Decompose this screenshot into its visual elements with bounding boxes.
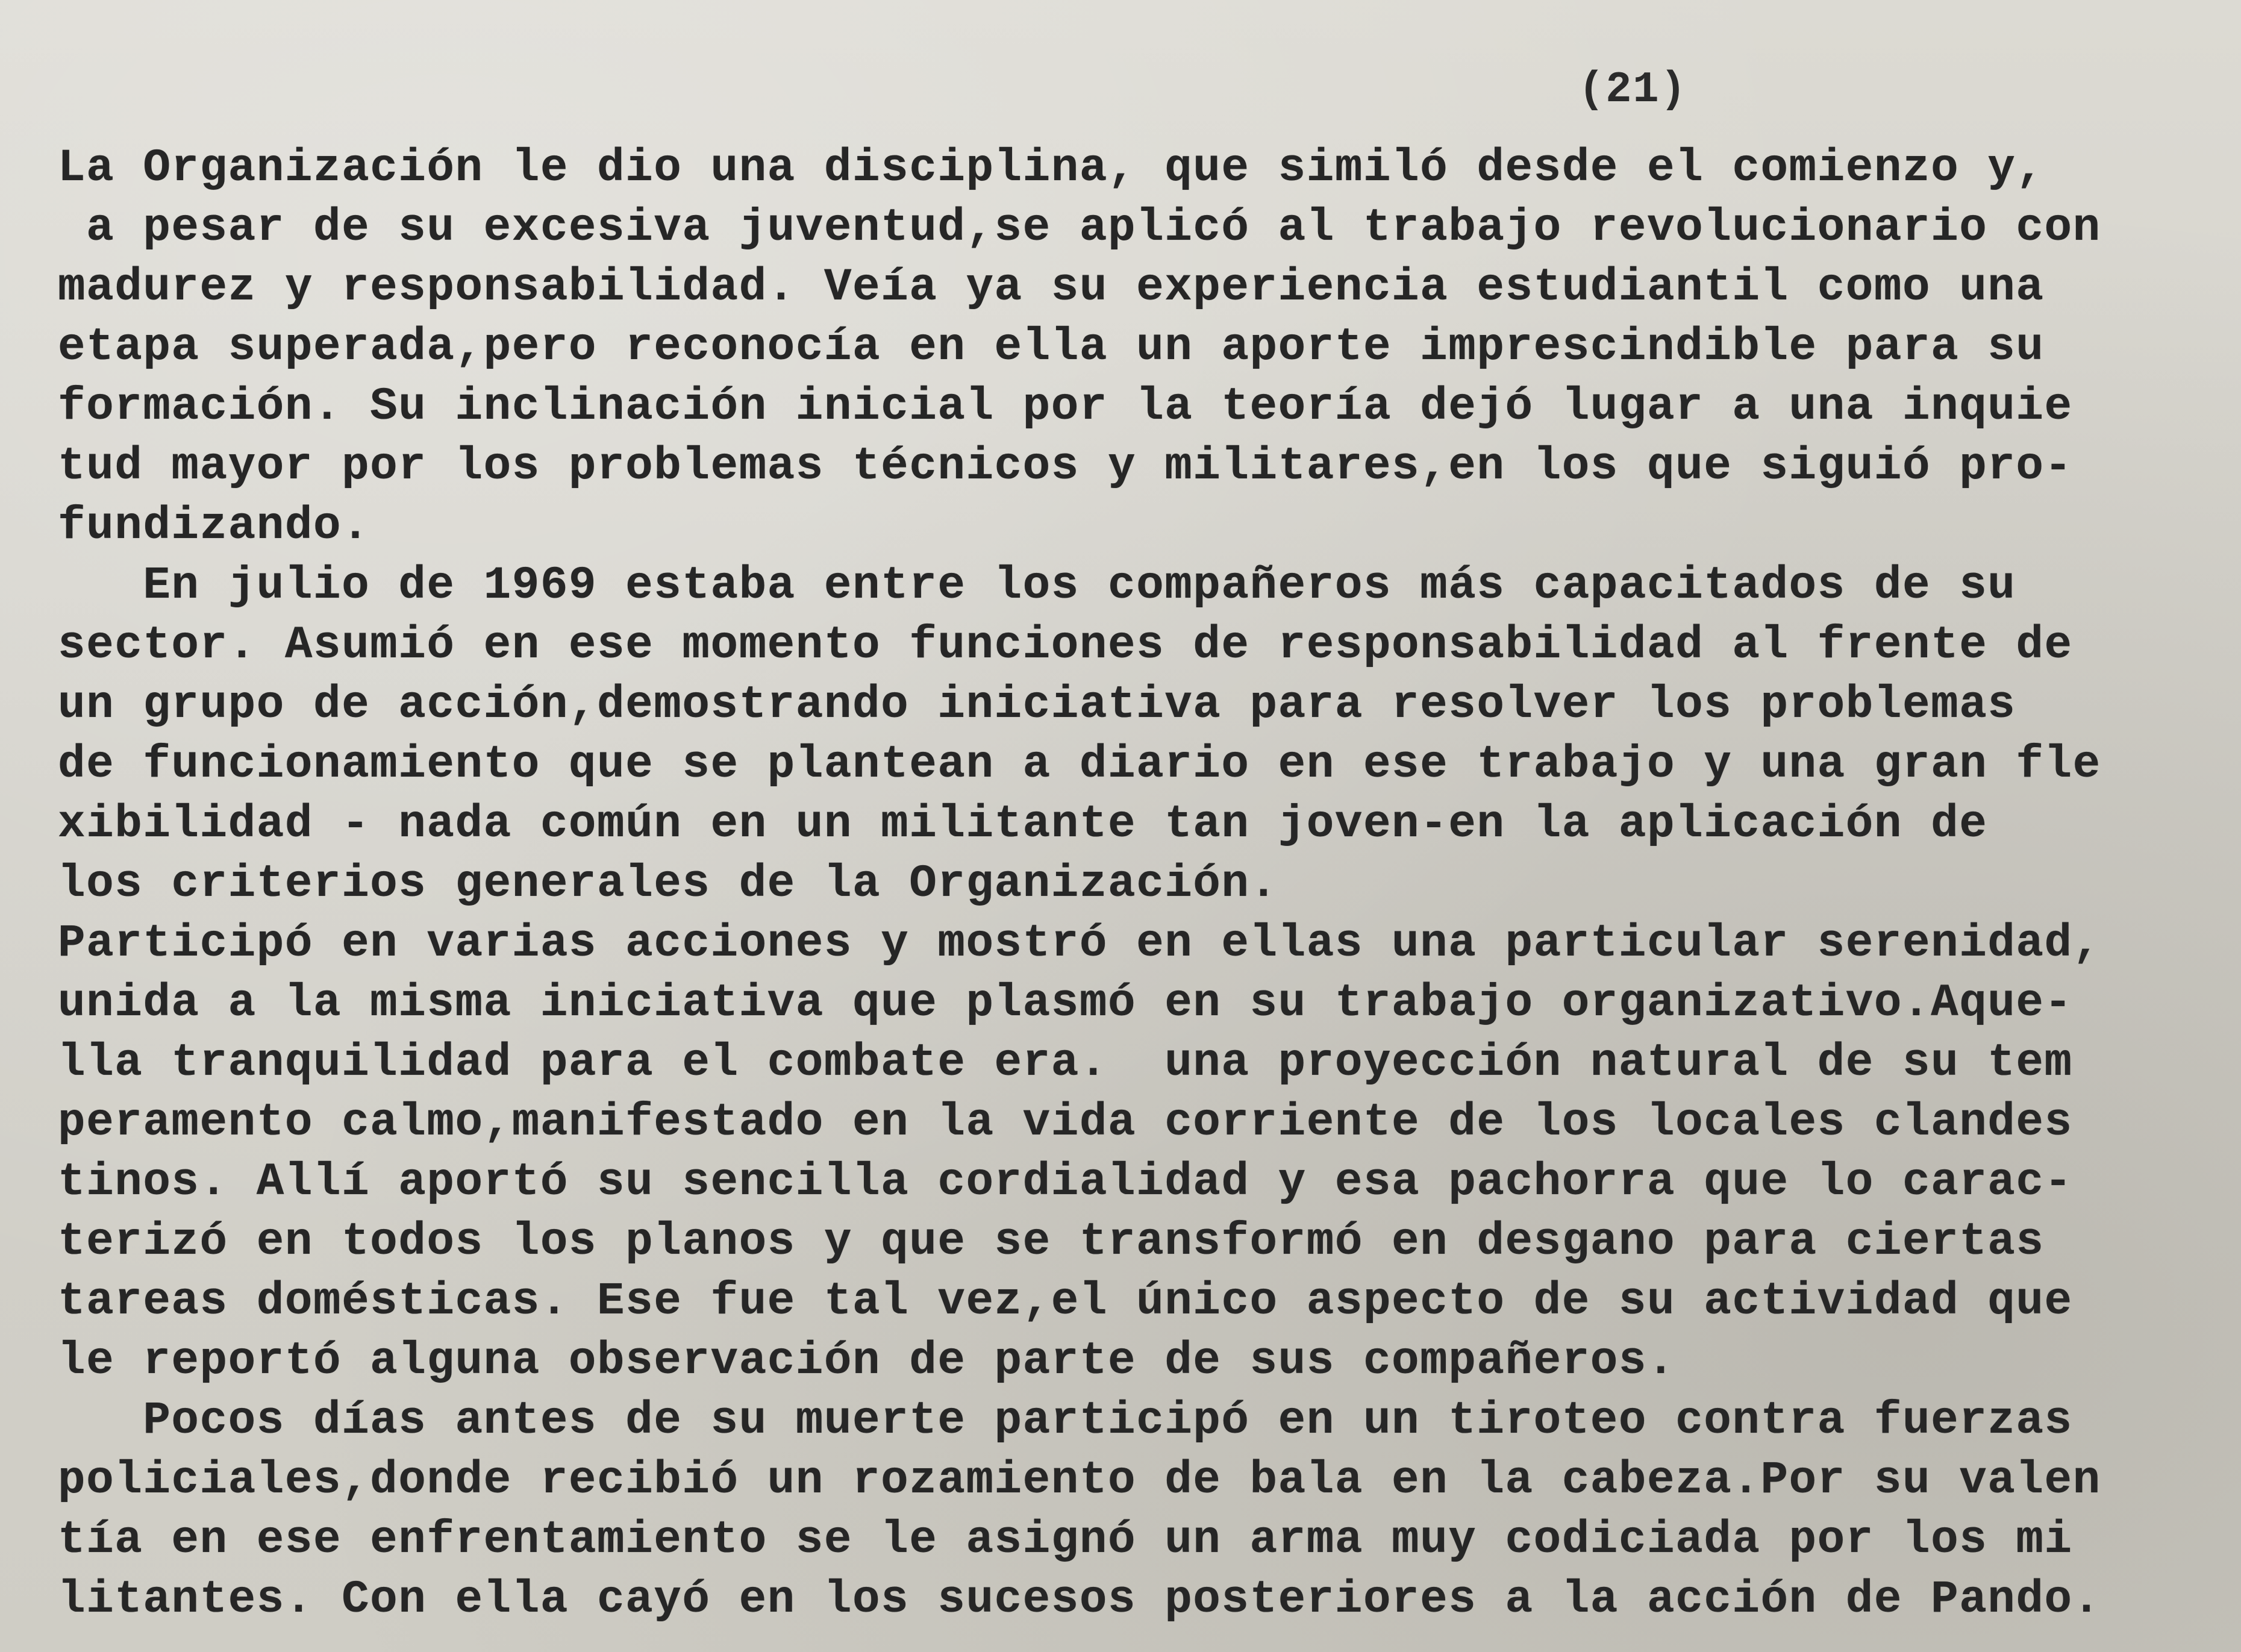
text-line: tud mayor por los problemas técnicos y militares,en los que siguió pro- [58, 440, 2073, 492]
text-line: unida a la misma iniciativa que plasmó en su trabajo organizativo.Aque- [58, 977, 2073, 1029]
text-line: peramento calmo,manifestado en la vida corriente de los locales clandes [58, 1097, 2073, 1148]
text-line: madurez y responsabilidad. Veía ya su experiencia estudiantil como una [58, 261, 2045, 313]
text-line: le reportó alguna observación de parte de sus compañeros. [58, 1335, 1676, 1387]
text-line: de funcionamiento que se plantean a diario en ese trabajo y una gran fle [58, 739, 2101, 790]
text-line: tía en ese enfrentamiento se le asignó un arma muy codiciada por los mi [58, 1514, 2073, 1566]
text-line: lla tranquilidad para el combate era. una proyección natural de su tem [58, 1037, 2073, 1089]
text-line: tareas domésticas. Ese fue tal vez,el único aspecto de su actividad que [58, 1275, 2073, 1327]
page-number: (21) [1578, 65, 1687, 114]
text-line: a pesar de su excesiva juventud,se aplicó al trabajo revolucionario con [58, 202, 2101, 254]
text-line: terizó en todos los planos y que se transformó en desgano para ciertas [58, 1216, 2045, 1268]
text-line: La Organización le dio una disciplina, que similó desde el comienzo y, [58, 142, 2045, 194]
text-line: etapa superada,pero reconocía en ella un aporte imprescindible para su [58, 321, 2045, 373]
text-line: un grupo de acción,demostrando iniciativa para resolver los problemas [58, 679, 2016, 731]
text-line: tinos. Allí aportó su sencilla cordialidad y esa pachorra que lo carac- [58, 1156, 2073, 1208]
text-line: formación. Su inclinación inicial por la teoría dejó lugar a una inquie [58, 381, 2073, 433]
text-line: En julio de 1969 estaba entre los compañeros más capacitados de su [58, 560, 2016, 612]
text-line: los criterios generales de la Organización. [58, 858, 1278, 910]
text-line: xibilidad - nada común en un militante tan joven-en la aplicación de [58, 798, 1988, 850]
text-line: fundizando. [58, 500, 370, 552]
text-line: policiales,donde recibió un rozamiento de bala en la cabeza.Por su valen [58, 1454, 2101, 1506]
text-line: sector. Asumió en ese momento funciones de responsabilidad al frente de [58, 619, 2073, 671]
text-line: litantes. Con ella cayó en los sucesos posteriores a la acción de Pando. [58, 1574, 2101, 1625]
body-text [58, 139, 2202, 1630]
text-line: Pocos días antes de su muerte participó en un tiroteo contra fuerzas [58, 1395, 2073, 1447]
text-line: Participó en varias acciones y mostró en ellas una particular serenidad, [58, 918, 2101, 969]
